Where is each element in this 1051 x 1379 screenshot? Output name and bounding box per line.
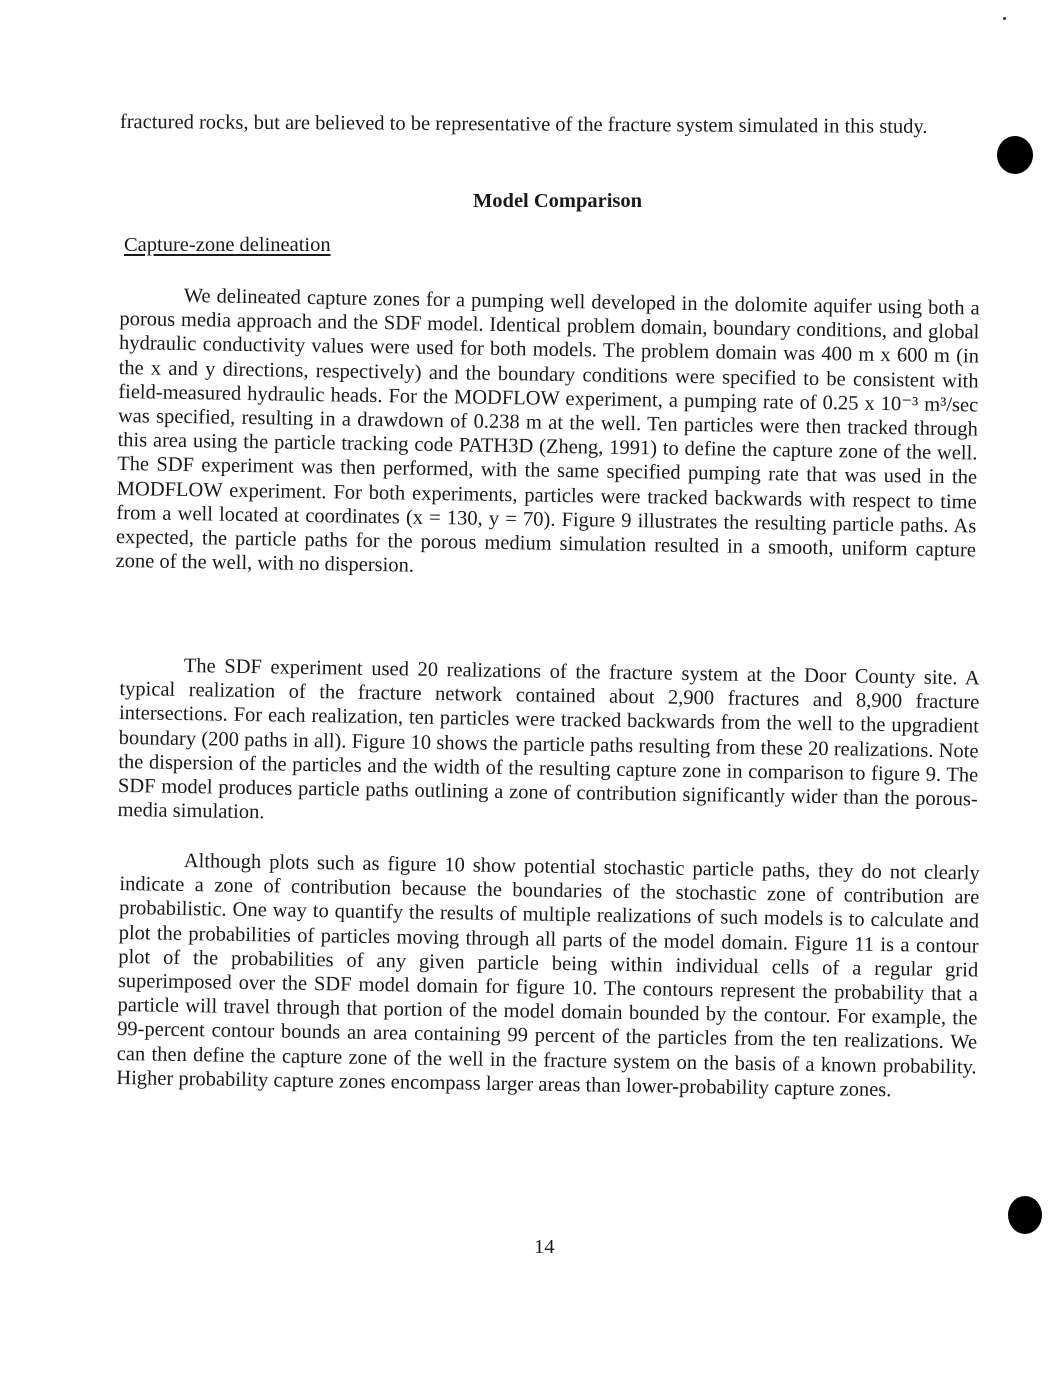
intro-paragraph: fractured rocks, but are believed to be representative of the fracture system simulated in this study. bbox=[119, 110, 928, 138]
page-number: 14 bbox=[534, 1236, 555, 1258]
section-heading: Model Comparison bbox=[472, 190, 643, 212]
body-paragraph-3: Although plots such as figure 10 show potential stochastic particle paths, they do not clearly indicate a zone of contribution because the boundaries of the stochastic zone of contribution are probabilistic. One way to quantify the results of multiple realizations of such models is to calculate and plot the probabilities of particles moving through all parts of the model domain. Figure 11 is a contour plot of the probabilities of any given particle being within individual cells of a regular grid superimposed over the SDF model domain for figure 10. The contours represent the probability that a particle will travel through that portion of the model domain bounded by the contour. For example, the 99-percent contour bounds an area containing 99 percent of the particles from the ten realizations. We can then define the capture zone of the well in the fracture system on the basis of a known probability. Higher probability capture zones encompass larger areas than lower-probability capture zones. bbox=[116, 850, 980, 1101]
subsection-heading: Capture-zone delineation bbox=[124, 234, 331, 256]
body-paragraph-2: The SDF experiment used 20 realizations of the fracture system at the Door County site. A typical realization of the fracture network contained about 2,900 fractures and 8,900 fracture intersections. For each realization, ten particles were tracked backwards from the well to the upgradient boundary (200 paths in all). Figure 10 shows the particle paths resulting from these 20 realizations. Note the dispersion of the particles and the width of the resulting capture zone in comparison to figure 9. The SDF model produces particle paths outlining a zone of contribution significantly wider than the porous-media simulation. bbox=[117, 655, 980, 824]
body-paragraph-1: We delineated capture zones for a pumping well developed in the dolomite aquifer using both a porous media approach and the SDF model. Identical problem domain, boundary conditions, and global hydraulic conductivity values were used for both models. The problem domain was 400 m x 600 m (in the x and y directions, respectively) and the boundary conditions were specified to be consistent with field-measured hydraulic heads. For the MODFLOW experiment, a pumping rate of 0.25 x 10⁻³ m³/sec was specified, resulting in a drawdown of 0.238 m at the well. Ten particles were then tracked through this area using the particle tracking code PATH3D (Zheng, 1991) to define the capture zone of the well. The SDF experiment was then performed, with the same specified pumping rate that was used in the MODFLOW experiment. For both experiments, particles were tracked backwards with respect to time from a well located at coordinates (x = 130, y = 70). Figure 9 illustrates the resulting particle paths. As expected, the particle paths for the porous medium simulation resulted in a smooth, uniform capture zone of the well, with no dispersion. bbox=[115, 285, 980, 577]
binder-hole-bottom-icon bbox=[1008, 1196, 1042, 1234]
binder-hole-top-icon bbox=[997, 136, 1033, 174]
scan-speck bbox=[1003, 17, 1006, 20]
